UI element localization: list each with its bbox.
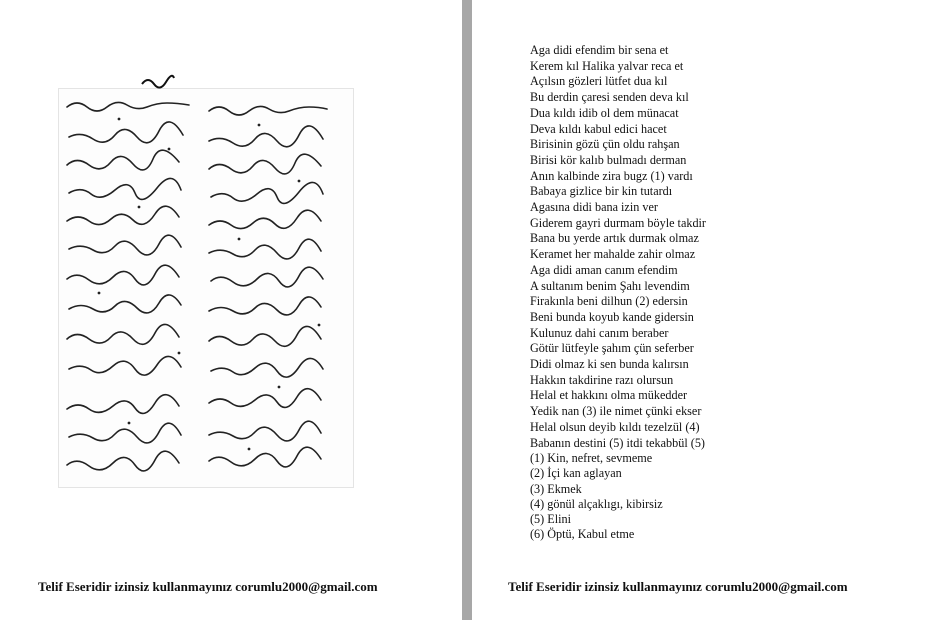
poem-line: Birisinin gözü çün oldu rahşan <box>530 137 680 152</box>
poem-line: Helal olsun deyib kıldı tezelzül (4) <box>530 419 700 434</box>
poem-line: Aga didi aman canım efendim <box>530 262 678 277</box>
poem-line: Kulunuz dahi canım beraber <box>530 325 669 340</box>
poem-line: Beni bunda koyub kande gidersin <box>530 309 694 324</box>
poem-line: Bana bu yerde artık durmak olmaz <box>530 231 699 246</box>
poem-line: Deva kıldı kabul edici hacet <box>530 121 667 136</box>
poem-line: Birisi kör kalıb bulmadı derman <box>530 152 687 167</box>
poem-line: Agasına didi bana izin ver <box>530 200 658 215</box>
manuscript-image <box>58 88 354 488</box>
poem-line: Keramet her mahalde zahir olmaz <box>530 247 696 262</box>
manuscript-header-word <box>138 70 178 92</box>
poem-line: Açılsın gözleri lütfet dua kıl <box>530 74 668 89</box>
poem-line: Hakkın takdirine razı olursun <box>530 372 674 387</box>
poem-line: Giderem gayri durmam böyle takdir <box>530 215 706 230</box>
poem-line: Firakınla beni dilhun (2) edersin <box>530 294 688 309</box>
left-footer-copyright: Telif Eseridir izinsiz kullanmayınız corumlu2000@gmail.com <box>38 579 378 594</box>
footnote-item: (3) Ekmek <box>530 481 582 496</box>
right-footer-copyright: Telif Eseridir izinsiz kullanmayınız corumlu2000@gmail.com <box>508 579 848 594</box>
footnote-item: (2) İçi kan aglayan <box>530 466 622 481</box>
footnote-item: (1) Kin, nefret, sevmeme <box>530 451 653 465</box>
handwritten-manuscript-scan <box>59 89 353 487</box>
page-divider <box>462 0 472 620</box>
poem-line: Anın kalbinde zira bugz (1) vardı <box>530 168 693 183</box>
right-page <box>472 0 932 620</box>
poem-line: Yedik nan (3) ile nimet çünki ekser <box>530 404 702 419</box>
footnotes <box>530 451 910 543</box>
poem-line: Aga didi efendim bir sena et <box>530 43 669 57</box>
footnote-item: (6) Öptü, Kabul etme <box>530 527 635 542</box>
poem-line: Götür lütfeyle şahım çün seferber <box>530 341 694 356</box>
manuscript-header-glyph <box>138 70 178 92</box>
poem-line: Dua kıldı idib ol dem münacat <box>530 105 679 120</box>
poem-line: Kerem kıl Halika yalvar reca et <box>530 58 684 73</box>
poem-line: Bu derdin çaresi senden deva kıl <box>530 90 689 105</box>
poem-line: Didi olmaz ki sen bunda kalırsın <box>530 357 689 372</box>
poem-line: Babanın destini (5) itdi tekabbül (5) <box>530 435 705 450</box>
footnote-item: (4) gönül alçaklıgı, kibirsiz <box>530 496 663 511</box>
left-page <box>0 0 462 620</box>
poem-text <box>530 43 910 451</box>
poem-line: A sultanım benim Şahı levendim <box>530 278 690 293</box>
footnote-item: (5) Elini <box>530 512 571 527</box>
poem-line: Helal et hakkını olma mükedder <box>530 388 688 403</box>
poem-line: Babaya gizlice bir kin tutardı <box>530 184 673 199</box>
